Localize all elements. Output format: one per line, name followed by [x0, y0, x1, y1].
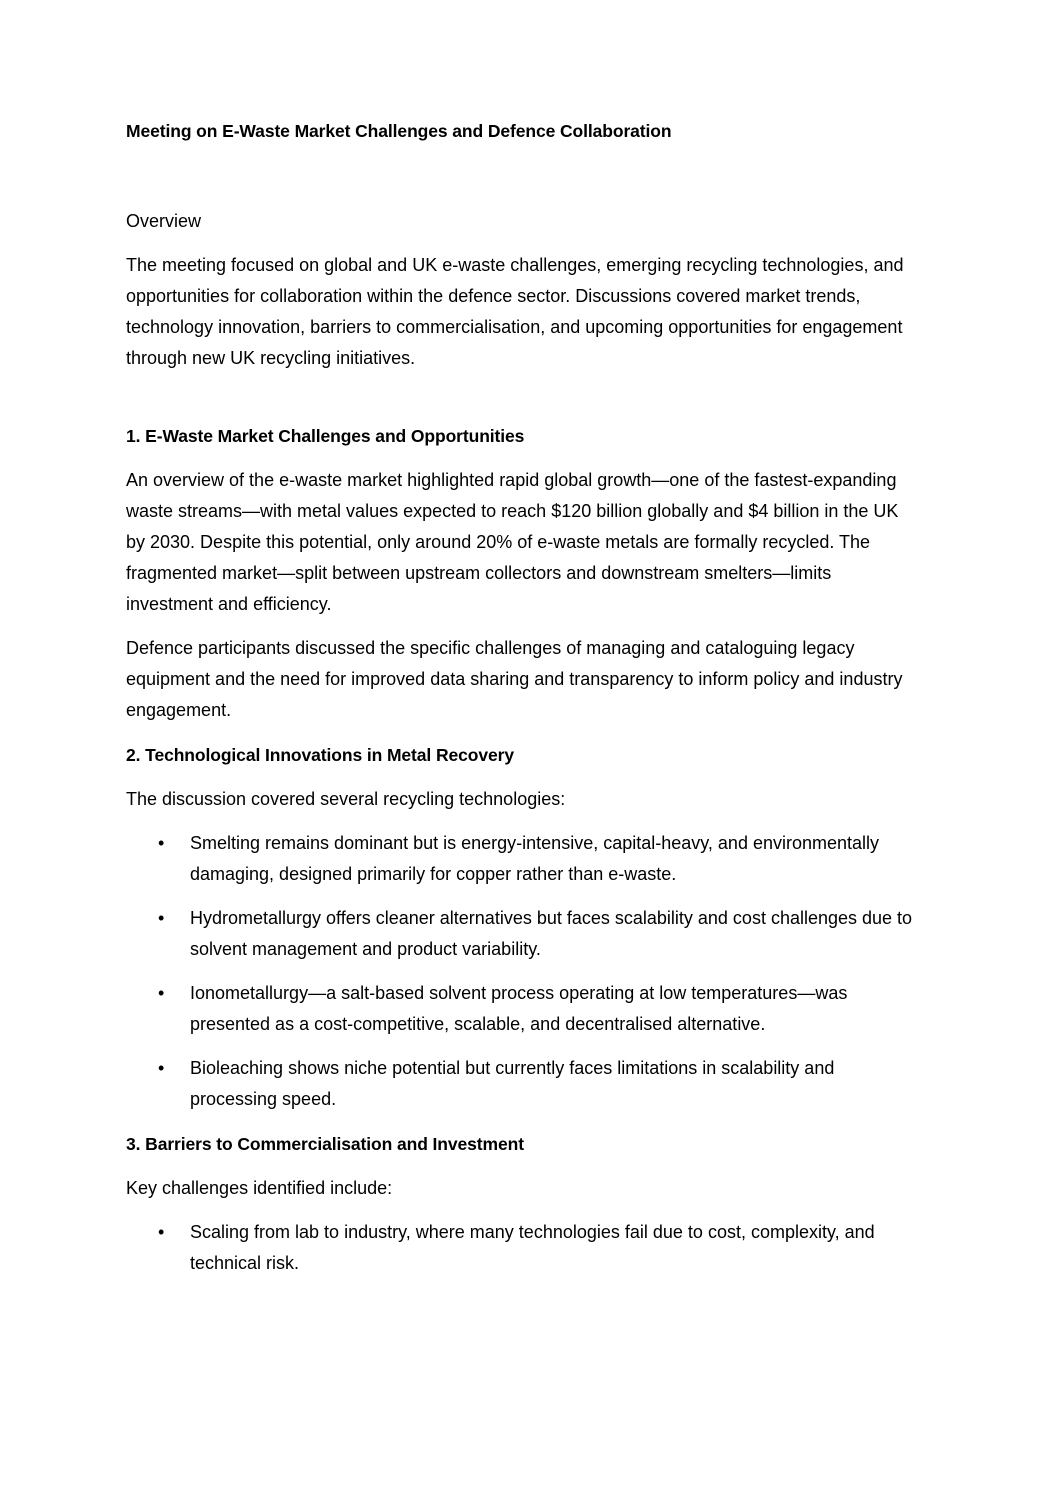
list-item-text: Smelting remains dominant but is energy-intensive, capital-heavy, and environmentally damaging, designed primarily for copper rather than e-waste.: [190, 832, 880, 884]
section-heading-2: 2. Technological Innovations in Metal Recovery: [126, 744, 514, 765]
list-item-text: Bioleaching shows niche potential but currently faces limitations in scalability and processing speed.: [190, 1057, 835, 1109]
document-body: [126, 120, 918, 1279]
page-title: Meeting on E-Waste Market Challenges and Defence Collaboration: [126, 121, 672, 141]
bullet-icon: •: [158, 832, 165, 853]
section-2-lead-in: The discussion covered several recycling technologies:: [126, 788, 566, 809]
list-item-text: Ionometallurgy—a salt-based solvent process operating at low temperatures—was presented as a cost-competitive, scalable, and decentralised alternative.: [190, 982, 848, 1034]
section-3-bullet-list: [126, 1217, 918, 1279]
list-item: [126, 1217, 918, 1279]
list-item-text: Scaling from lab to industry, where many technologies fail due to cost, complexity, and technical risk.: [190, 1221, 875, 1273]
bullet-icon: •: [158, 1057, 165, 1078]
section-3-lead-in: Key challenges identified include:: [126, 1177, 393, 1198]
section-1-paragraph-1: An overview of the e-waste market highlighted rapid global growth—one of the fastest-expanding waste streams—with metal values expected to reach $120 billion globally and $4 billion in the UK by 2030. Despite this potential, only around 20% of e-waste metals are formally recycled. The fragmented market—split between upstream collectors and downstream smelters—limits investment and efficiency.: [126, 469, 899, 614]
list-item: [126, 1053, 918, 1115]
title-spacer: [126, 144, 918, 206]
bullet-icon: •: [158, 982, 165, 1003]
section-heading-3: 3. Barriers to Commercialisation and Investment: [126, 1133, 524, 1154]
section-2-spacer: [126, 726, 918, 740]
section-heading-1: 1. E-Waste Market Challenges and Opportunities: [126, 425, 525, 446]
section-1-spacer: [126, 374, 918, 421]
bullet-icon: •: [158, 1221, 165, 1242]
list-item: [126, 903, 918, 965]
bullet-icon: •: [158, 907, 165, 928]
overview-label: Overview: [126, 210, 202, 231]
list-item-text: Hydrometallurgy offers cleaner alternatives but faces scalability and cost challenges due to solvent management and product variability.: [190, 907, 913, 959]
section-2-bullet-list: [126, 828, 918, 1115]
section-1-paragraph-2: Defence participants discussed the specific challenges of managing and cataloguing legacy equipment and the need for improved data sharing and transparency to inform policy and industry engagement.: [126, 637, 903, 720]
list-item: [126, 978, 918, 1040]
list-item: [126, 828, 918, 890]
section-3-spacer: [126, 1115, 918, 1129]
overview-paragraph: The meeting focused on global and UK e-waste challenges, emerging recycling technologies, and opportunities for collaboration within the defence sector. Discussions covered market trends, technology innovation, barriers to commercialisation, and upcoming opportunities for engagement through new UK recycling initiatives.: [126, 254, 904, 368]
